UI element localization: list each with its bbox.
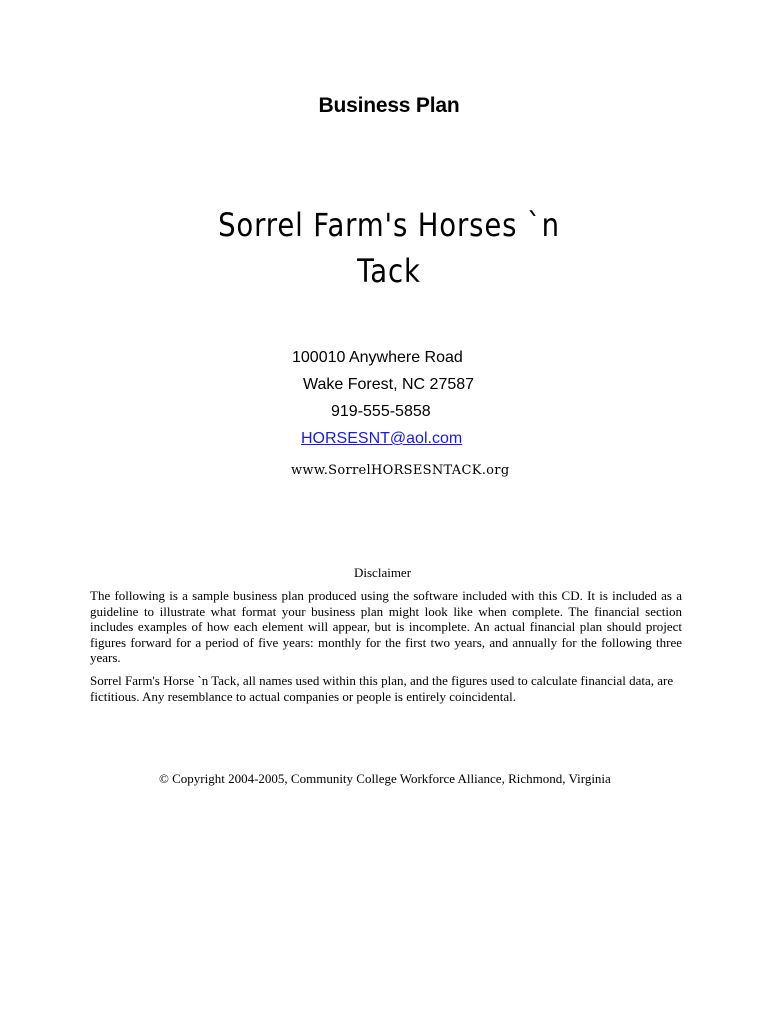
copyright-notice: © Copyright 2004-2005, Community College Workforce Alliance, Richmond, Virginia: [159, 771, 611, 786]
address-line-2: Wake Forest, NC 27587: [303, 376, 475, 393]
disclaimer-paragraph-1: The following is a sample business plan produced using the software included with this CD. It is included as a guideline to illustrate what format your business plan might look like when complete. The financial section includes examples of how each element will appear, but is incomplete. An actual financial plan should project figures forward for a period of five years: monthly for the first two years, and annually for the following three years.: [90, 588, 682, 666]
company-name-title: Sorrel Farm's Horses `n Tack: [218, 206, 560, 290]
phone-number: 919-555-5858: [331, 403, 431, 420]
website-url: www.SorrelHORSESNTACK.org: [291, 463, 510, 478]
email-link[interactable]: HORSESNT@aol.com: [301, 430, 463, 447]
disclaimer-paragraph-2: Sorrel Farm's Horse `n Tack, all names used within this plan, and the figures used to calculate financial data, are fictitious. Any resemblance to actual companies or people is entirely coincidental.: [90, 673, 674, 704]
disclaimer-heading: Disclaimer: [354, 565, 412, 580]
address-line-1: 100010 Anywhere Road: [292, 349, 463, 366]
document-type-heading: Business Plan: [318, 94, 460, 117]
